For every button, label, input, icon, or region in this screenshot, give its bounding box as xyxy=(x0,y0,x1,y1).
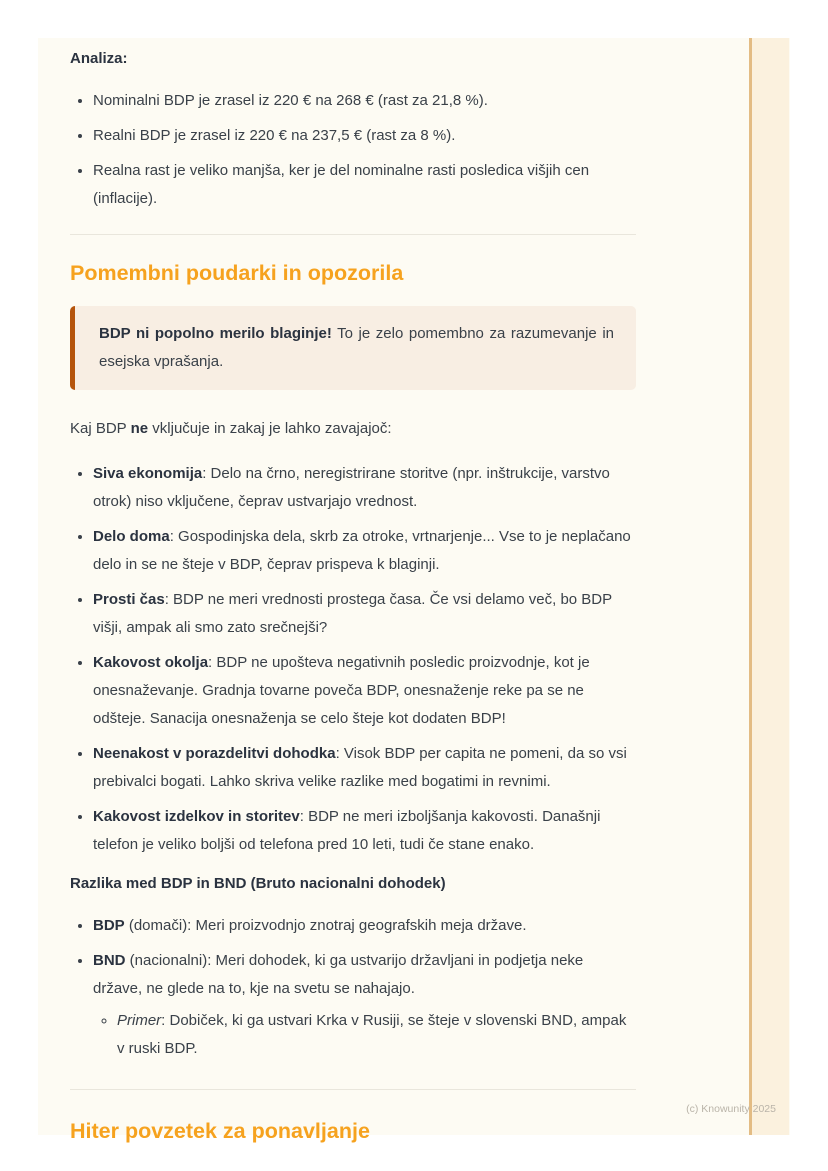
copyright-notice: (c) Knowunity 2025 xyxy=(686,1103,776,1115)
callout-text: To je zelo pomembno za razumevanje in esejska vprašanja. xyxy=(99,325,614,370)
highlights-heading: Pomembni poudarki in opozorila xyxy=(70,261,404,285)
list-item: • BND (nacionalni): Meri dohodek, ki ga ustvarijo državljani in podjetja neke države, ne glede na to, kje na svetu se nahajajo. ◦ Primer: Dobiček, ki ga ustvari Krka v Rusiji, se šteje v slovenski BND, ampak v ruski BDP. xyxy=(93,947,636,1063)
list-item: • Neenakost v porazdelitvi dohodka: Visok BDP per capita ne pomeni, da so vsi prebivalci bogati. Lahko skriva velike razlike med bogatimi in revnimi. xyxy=(93,740,636,796)
term: BND xyxy=(93,952,126,969)
example-sublist xyxy=(93,1007,636,1063)
list-item: • Prosti čas: BDP ne meri vrednosti prostega časa. Če vsi delamo več, bo BDP višji, ampak ali smo zato srečnejši? xyxy=(93,586,636,642)
summary-heading: Hiter povzetek za ponavljanje xyxy=(70,1119,370,1143)
page-side-accent-strip xyxy=(749,38,789,1135)
section-divider xyxy=(70,1089,636,1090)
term: BDP xyxy=(93,917,125,934)
example-label: Primer xyxy=(117,1012,162,1029)
warning-callout xyxy=(70,306,636,390)
list-item: • Realni BDP je zrasel iz 220 € na 237,5 € (rast za 8 %). xyxy=(93,122,636,150)
list-item: • BDP (domači): Meri proizvodnjo znotraj geografskih meja države. xyxy=(93,912,636,940)
analysis-heading: Analiza: xyxy=(70,50,128,67)
bdp-bnd-list xyxy=(70,912,636,1063)
list-item: • Realna rast je veliko manjša, ker je del nominalne rasti posledica višjih cen (inflacije). xyxy=(93,157,636,213)
gdp-exclusions-list xyxy=(70,460,636,859)
analysis-bullet-list xyxy=(70,87,636,213)
term: Prosti čas xyxy=(93,591,165,608)
document-content xyxy=(70,38,636,1145)
callout-bold-text: BDP ni popolno merilo blaginje! xyxy=(99,325,332,342)
term: Kakovost izdelkov in storitev xyxy=(93,808,300,825)
list-item: • Delo doma: Gospodinjska dela, skrb za otroke, vrtnarjenje... Vse to je neplačano delo in se ne šteje v BDP, čeprav prispeva k blaginji. xyxy=(93,523,636,579)
term: Siva ekonomija xyxy=(93,465,203,482)
term: Kakovost okolja xyxy=(93,654,209,671)
list-item: • Kakovost izdelkov in storitev: BDP ne meri izboljšanja kakovosti. Današnji telefon je veliko boljši od telefona pred 10 leti, tudi če stane enako. xyxy=(93,803,636,859)
list-item: • Siva ekonomija: Delo na črno, neregistrirane storitve (npr. inštrukcije, varstvo otrok) niso vključene, čeprav ustvarjajo vrednost. xyxy=(93,460,636,516)
list-item: • Kakovost okolja: BDP ne upošteva negativnih posledic proizvodnje, kot je onesnaževanje. Gradnja tovarne poveča BDP, onesnaženje reke pa se ne odšteje. Sanacija onesnaženja se celo šteje kot dodaten BDP! xyxy=(93,649,636,733)
term: Delo doma xyxy=(93,528,170,545)
section-divider xyxy=(70,234,636,235)
highlights-intro: Kaj BDP ne vključuje in zakaj je lahko zavajajoč: xyxy=(70,420,392,437)
term: Neenakost v porazdelitvi dohodka xyxy=(93,745,336,762)
document-page xyxy=(38,38,790,1143)
bdp-bnd-heading: Razlika med BDP in BND (Bruto nacionalni dohodek) xyxy=(70,875,446,892)
list-item: • Nominalni BDP je zrasel iz 220 € na 268 € (rast za 21,8 %). xyxy=(93,87,636,115)
list-item: ◦ Primer: Dobiček, ki ga ustvari Krka v Rusiji, se šteje v slovenski BND, ampak v ruski BDP. xyxy=(117,1007,636,1063)
